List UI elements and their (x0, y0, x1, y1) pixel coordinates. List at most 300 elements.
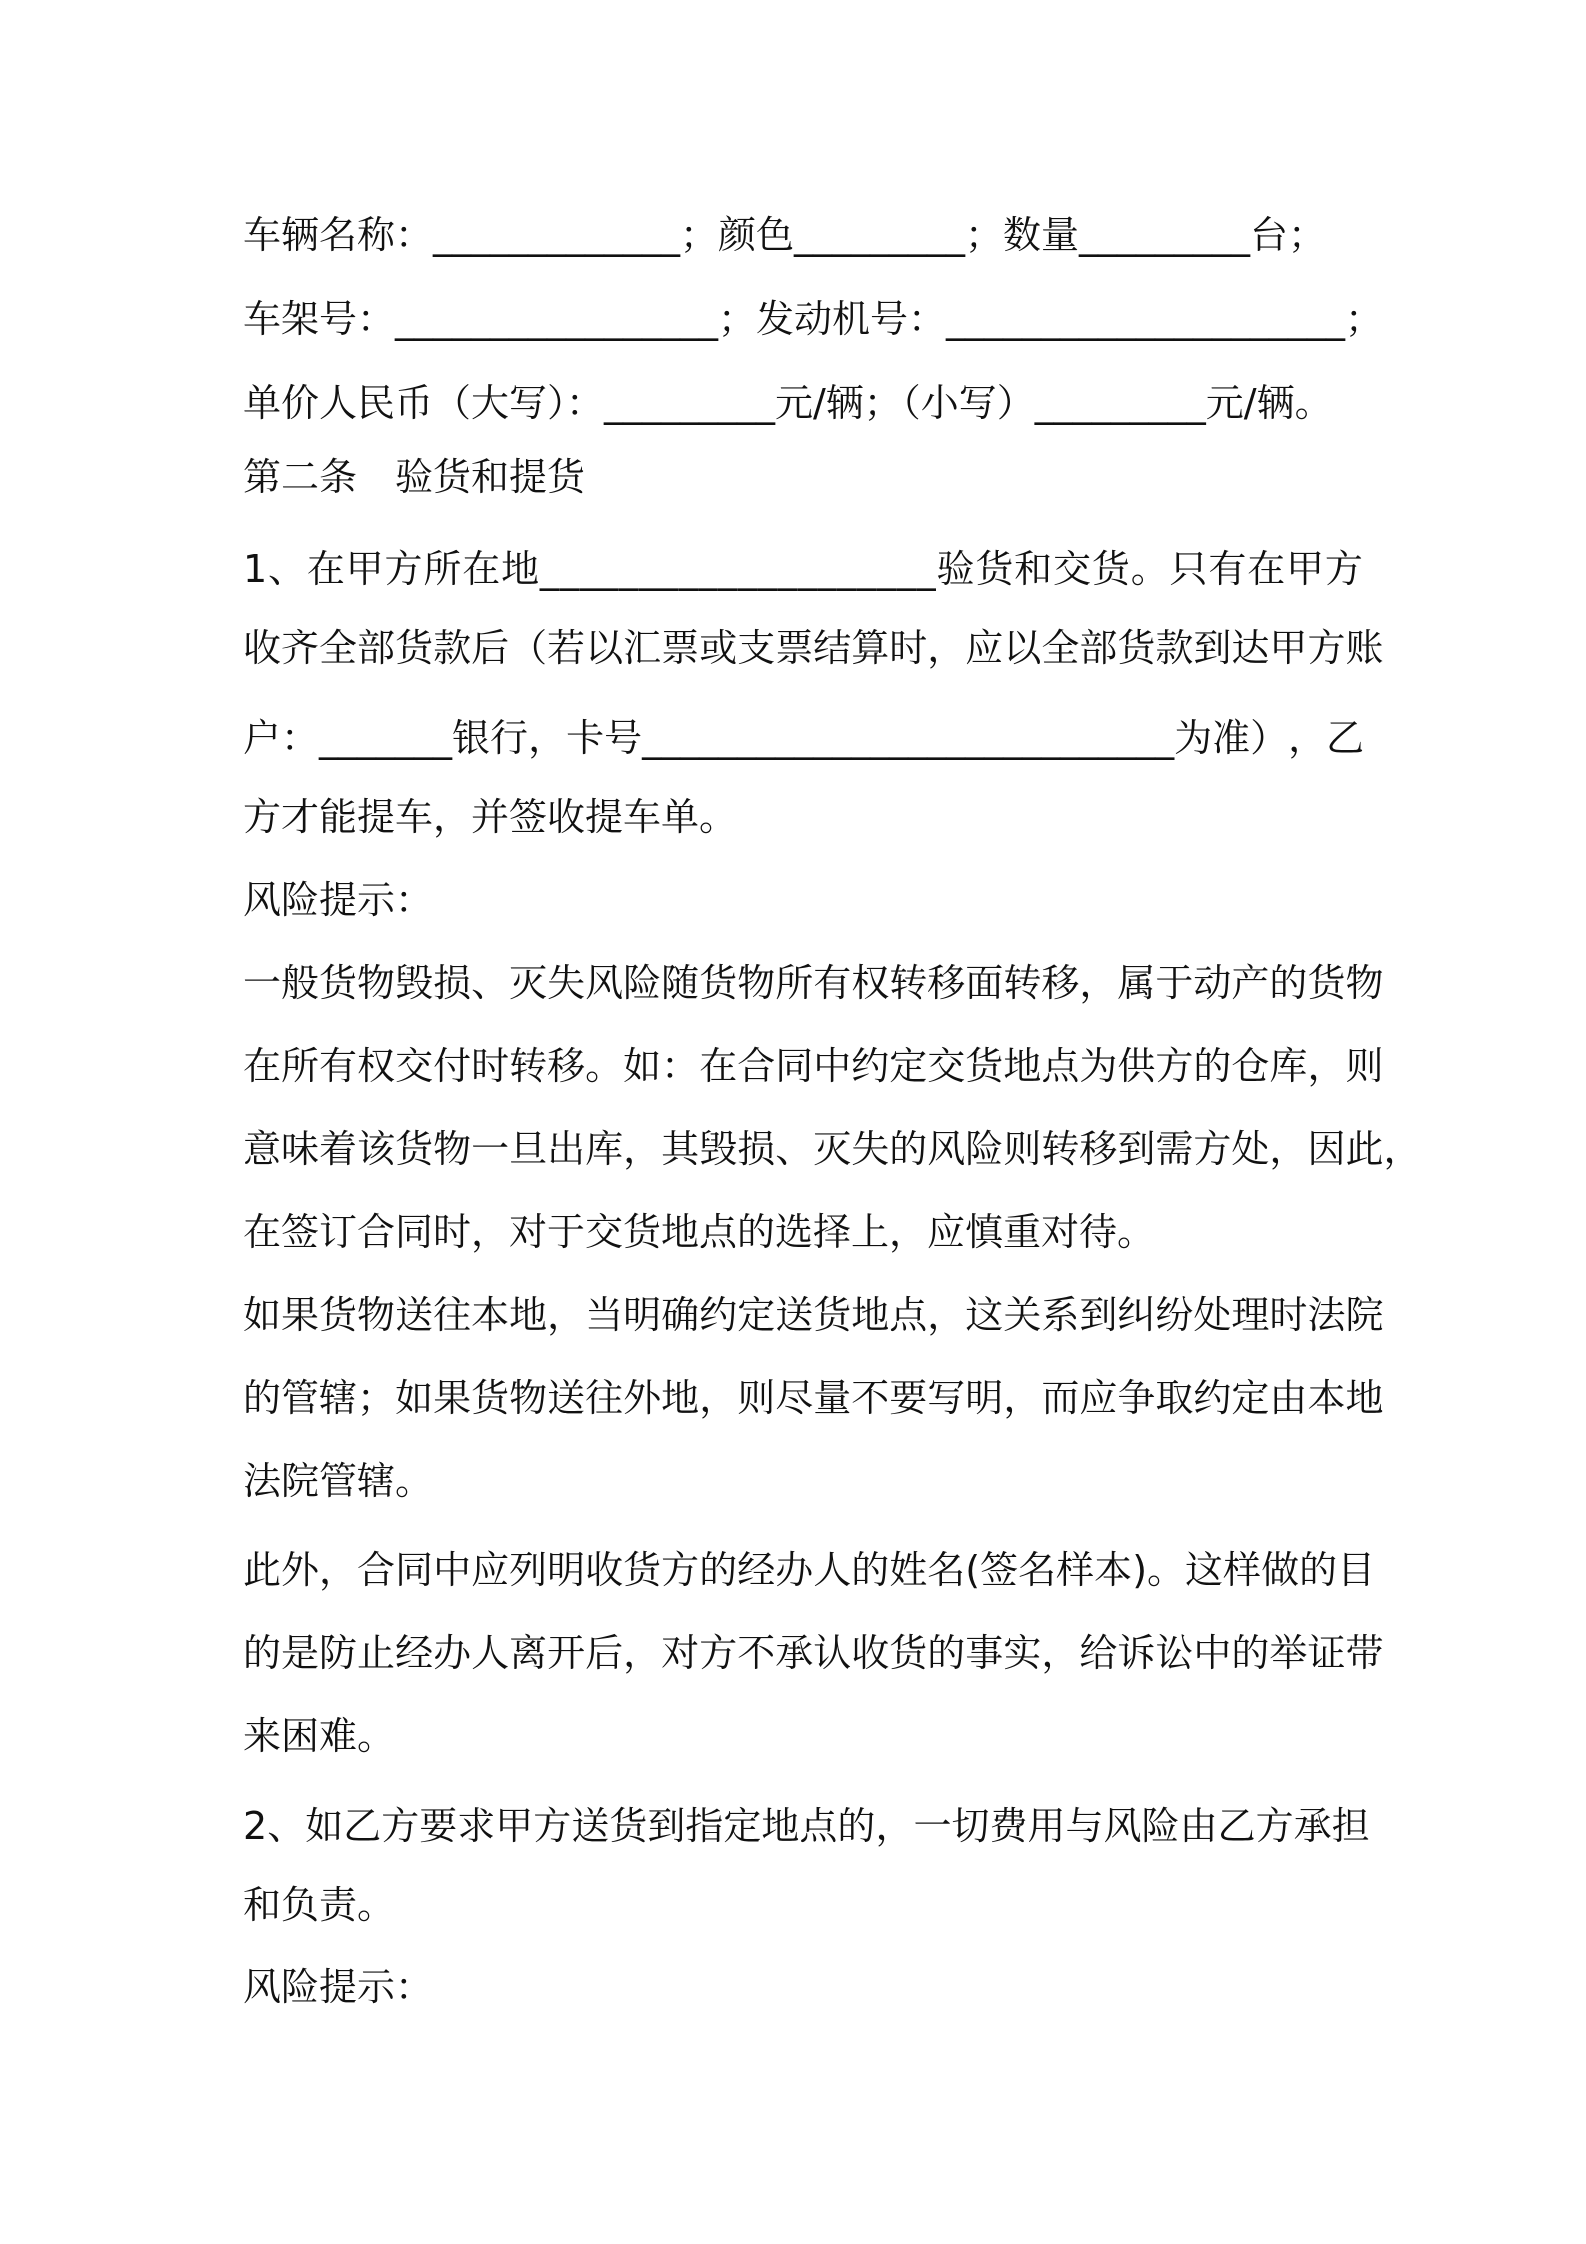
text-glyph: _ (758, 547, 778, 591)
text-glyph: 则 (737, 1376, 776, 1420)
text-glyph: 的 (1231, 1631, 1270, 1675)
text-glyph: 供 (1117, 1044, 1156, 1088)
text-glyph: 方 (1307, 626, 1346, 670)
text-glyph: 果 (281, 1293, 320, 1337)
text-glyph: 该 (357, 1127, 396, 1171)
text-glyph: 货 (1307, 961, 1346, 1005)
text-glyph: 交 (1053, 547, 1092, 591)
text-glyph: 本 (471, 1293, 510, 1337)
text-glyph: ， (1269, 1127, 1308, 1171)
text-glyph: _ (338, 716, 358, 760)
text-glyph: 若 (547, 626, 586, 670)
text-glyph: 诉 (1117, 1631, 1156, 1675)
text-glyph: 防 (319, 1631, 358, 1675)
text-glyph: 后 (471, 626, 510, 670)
text-glyph: _ (1136, 716, 1156, 760)
text-glyph: 收 (585, 1548, 624, 1592)
text-glyph: 甲 (1269, 626, 1308, 670)
text-glyph: 货 (319, 961, 358, 1005)
text-glyph: 应 (965, 626, 1004, 670)
text-glyph: 送 (571, 1804, 610, 1848)
text-glyph: 支 (737, 626, 776, 670)
text-glyph: 人 (813, 1548, 852, 1592)
text-glyph: 甲 (1286, 547, 1325, 591)
text-glyph: 后 (585, 1631, 624, 1675)
text-glyph: 到 (1117, 1127, 1156, 1171)
text-glyph: 库 (585, 1127, 624, 1171)
text-glyph: 物 (1345, 961, 1384, 1005)
text-glyph: 要 (889, 1376, 928, 1420)
text-glyph: _ (946, 716, 966, 760)
text-glyph: 不 (851, 1376, 890, 1420)
text-glyph: ， (1003, 1376, 1042, 1420)
text-glyph: 方 (1324, 547, 1363, 591)
text-glyph: 费 (989, 1804, 1028, 1848)
text-glyph: _ (1079, 716, 1099, 760)
text-glyph: _ (718, 716, 738, 760)
text-glyph: 则 (1345, 1044, 1384, 1088)
text-glyph: 一 (471, 1127, 510, 1171)
text-glyph: 部 (1079, 626, 1118, 670)
text-glyph: _ (851, 716, 871, 760)
text-glyph: 物 (357, 1293, 396, 1337)
text-glyph: 为 (1079, 1044, 1118, 1088)
text-glyph: _ (1098, 716, 1118, 760)
text-glyph: 点 (889, 1293, 928, 1337)
text-glyph: 方 (699, 1631, 738, 1675)
text-glyph: 付 (433, 1044, 472, 1088)
text-glyph: 地 (1003, 1044, 1042, 1088)
text-glyph: 方 (1255, 1804, 1294, 1848)
text-glyph: 方 (384, 547, 423, 591)
text-glyph: ， (1041, 1631, 1080, 1675)
paragraph-line (243, 959, 1384, 1007)
text-glyph: 所 (423, 547, 462, 591)
text-glyph: 物 (433, 1127, 472, 1171)
text-glyph: 方 (1193, 1127, 1232, 1171)
text-glyph: _ (1117, 716, 1137, 760)
text-glyph: _ (1155, 716, 1175, 760)
text-glyph: 行 (490, 716, 529, 760)
text-glyph: 损 (737, 1127, 776, 1171)
text-glyph: 经 (395, 1631, 434, 1675)
text-glyph: 地 (661, 1376, 700, 1420)
text-glyph: 物 (509, 1376, 548, 1420)
text-glyph: 因 (1307, 1127, 1346, 1171)
text-glyph: 担 (1331, 1804, 1370, 1848)
text-glyph: _ (775, 716, 795, 760)
text-glyph: ， (623, 1127, 662, 1171)
text-glyph: 般 (281, 961, 320, 1005)
risk-notice-heading: 风险提示： (243, 878, 434, 922)
text-glyph: 如 (395, 1376, 434, 1420)
text-glyph: 系 (1041, 1293, 1080, 1337)
text-glyph: 举 (1269, 1631, 1308, 1675)
text-glyph: 时 (471, 1044, 510, 1088)
text-glyph: 合 (357, 1548, 396, 1592)
text-glyph: 货 (889, 1631, 928, 1675)
text-glyph: 交 (927, 1044, 966, 1088)
text-glyph: 风 (1103, 1804, 1142, 1848)
text-glyph: ； (357, 1376, 396, 1420)
text-glyph: 收 (243, 626, 282, 670)
text-glyph: 只 (1169, 547, 1208, 591)
text-glyph: 移 (547, 1044, 586, 1088)
text-glyph: 这 (965, 1293, 1004, 1337)
text-glyph: 转 (1041, 1127, 1080, 1171)
text-glyph: _ (777, 547, 797, 591)
text-glyph: 中 (813, 1044, 852, 1088)
text-glyph: 动 (1193, 961, 1232, 1005)
text-glyph: _ (678, 547, 698, 591)
text-glyph: 有 (813, 961, 852, 1005)
unit-price-line: 单价人民币（大写）：_________元/辆；（小写）_________元/辆。 (243, 381, 1333, 425)
text-glyph: 办 (775, 1548, 814, 1592)
text-glyph: ， (1288, 716, 1327, 760)
text-glyph: _ (579, 547, 599, 591)
text-glyph: _ (718, 547, 738, 591)
text-glyph: 甲 (345, 547, 384, 591)
text-glyph: 这 (1185, 1548, 1224, 1592)
text-glyph: 在 (1247, 547, 1286, 591)
text-glyph: 的 (1299, 1548, 1338, 1592)
text-glyph: 移 (927, 961, 966, 1005)
text-glyph: 处 (1193, 1293, 1232, 1337)
text-glyph: 明 (547, 1548, 586, 1592)
text-glyph: _ (916, 547, 936, 591)
text-glyph: 账 (1345, 626, 1384, 670)
paragraph-line (243, 545, 1363, 593)
text-glyph: 为 (1174, 716, 1213, 760)
text-glyph: 的 (1193, 1044, 1232, 1088)
paragraph-line (243, 1291, 1384, 1339)
text-glyph: 同 (395, 1548, 434, 1592)
text-glyph: 乙 (1326, 716, 1365, 760)
text-glyph: 送 (775, 1293, 814, 1337)
text-glyph: 着 (319, 1127, 358, 1171)
text-glyph: 权 (851, 961, 890, 1005)
text-glyph: _ (896, 547, 916, 591)
text-glyph: _ (1041, 716, 1061, 760)
text-glyph: 理 (1231, 1293, 1270, 1337)
text-glyph: 明 (623, 1293, 662, 1337)
text-glyph: 合 (737, 1044, 776, 1088)
paragraph-line: 和负责。 (243, 1883, 396, 1927)
text-glyph: _ (984, 716, 1004, 760)
vehicle-name-line: 车辆名称：_____________；颜色_________；数量_________台； (243, 213, 1327, 257)
text-glyph: 交 (395, 1044, 434, 1088)
text-glyph: 所 (281, 1044, 320, 1088)
text-glyph: _ (539, 547, 559, 591)
text-glyph: 验 (936, 547, 975, 591)
text-glyph: _ (639, 547, 659, 591)
text-glyph: 量 (813, 1376, 852, 1420)
text-glyph: 给 (1079, 1631, 1118, 1675)
text-glyph: _ (870, 716, 890, 760)
text-glyph: ， (1383, 1127, 1422, 1171)
text-glyph: _ (619, 547, 639, 591)
text-glyph: 样 (1223, 1548, 1262, 1592)
text-glyph: 在 (462, 547, 501, 591)
paragraph-line: 方才能提车，并签收提车单。 (243, 795, 738, 839)
text-glyph: 票 (661, 626, 700, 670)
text-glyph: 在 (243, 1044, 282, 1088)
paragraph-line (243, 1546, 1376, 1594)
text-glyph: 到 (1193, 626, 1232, 670)
paragraph-line (243, 1042, 1384, 1090)
text-glyph: _ (908, 716, 928, 760)
text-glyph: 处 (1231, 1127, 1270, 1171)
text-glyph: 对 (661, 1631, 700, 1675)
text-glyph: _ (737, 716, 757, 760)
text-glyph: 此 (1345, 1127, 1384, 1171)
text-glyph: 一 (243, 961, 282, 1005)
text-glyph: 物 (737, 961, 776, 1005)
text-glyph: 风 (585, 961, 624, 1005)
text-glyph: 讼 (1155, 1631, 1194, 1675)
text-glyph: 有 (1208, 547, 1247, 591)
text-glyph: 、 (775, 1127, 814, 1171)
text-glyph: 旦 (509, 1127, 548, 1171)
text-glyph: 人 (471, 1631, 510, 1675)
text-glyph: _ (1003, 716, 1023, 760)
text-glyph: 货 (975, 547, 1014, 591)
text-glyph: 定 (737, 1293, 776, 1337)
text-glyph: 货 (1117, 626, 1156, 670)
text-glyph: 定 (1231, 1376, 1270, 1420)
text-glyph: 约 (1193, 1376, 1232, 1420)
text-glyph: 送 (395, 1293, 434, 1337)
text-glyph: 属 (1117, 961, 1156, 1005)
frame-engine-number-line: 车架号：_________________；发动机号：_____________________； (243, 297, 1384, 341)
text-glyph: 户 (243, 716, 282, 760)
text-glyph: _ (680, 716, 700, 760)
text-glyph: _ (797, 547, 817, 591)
text-glyph: 的 (927, 1631, 966, 1675)
text-glyph: 由 (1179, 1804, 1218, 1848)
text-glyph: 、 (471, 961, 510, 1005)
text-glyph: _ (658, 547, 678, 591)
text-glyph: 同 (775, 1044, 814, 1088)
text-glyph: 的 (1269, 961, 1308, 1005)
text-glyph: 以 (1003, 626, 1042, 670)
text-glyph: 约 (851, 1044, 890, 1088)
text-glyph: 目 (1337, 1548, 1376, 1592)
text-glyph: 。 (1147, 1548, 1186, 1592)
text-glyph: _ (1022, 716, 1042, 760)
text-glyph: 方 (1155, 1044, 1194, 1088)
text-glyph: 院 (1345, 1293, 1384, 1337)
text-glyph: 算 (851, 626, 890, 670)
text-glyph: 货 (699, 961, 738, 1005)
text-glyph: _ (965, 716, 985, 760)
text-glyph: 而 (1041, 1376, 1080, 1420)
text-glyph: 银 (452, 716, 491, 760)
text-glyph: ， (547, 1293, 586, 1337)
text-glyph: 要 (419, 1804, 458, 1848)
text-glyph: 毁 (395, 961, 434, 1005)
text-glyph: 外 (281, 1548, 320, 1592)
text-glyph: 的 (699, 1548, 738, 1592)
text-glyph: 险 (965, 1127, 1004, 1171)
text-glyph: 货 (471, 1376, 510, 1420)
text-glyph: _ (857, 547, 877, 591)
text-glyph: 做 (1261, 1548, 1300, 1592)
text-glyph: 汇 (623, 626, 662, 670)
text-glyph: 与 (1065, 1804, 1104, 1848)
text-glyph: 所 (775, 961, 814, 1005)
text-glyph: ， (927, 1293, 966, 1337)
text-glyph: 货 (813, 1293, 852, 1337)
text-glyph: 不 (737, 1631, 776, 1675)
text-glyph: 在 (306, 547, 345, 591)
text-glyph: 争 (1117, 1376, 1156, 1420)
text-glyph: _ (376, 716, 396, 760)
text-glyph: 由 (1269, 1376, 1308, 1420)
text-glyph: 开 (547, 1631, 586, 1675)
article-heading: 第二条 验货和提货 (243, 455, 586, 499)
text-glyph: 往 (585, 1376, 624, 1420)
text-glyph: 名 (927, 1548, 966, 1592)
text-glyph: 灭 (509, 961, 548, 1005)
text-glyph: _ (756, 716, 776, 760)
text-glyph: 的 (889, 1127, 928, 1171)
text-glyph: 送 (547, 1376, 586, 1420)
text-glyph: _ (414, 716, 434, 760)
paragraph-line (243, 1629, 1384, 1677)
text-glyph: 货 (395, 1127, 434, 1171)
text-glyph: 实 (1003, 1631, 1042, 1675)
text-glyph: 甲 (495, 1804, 534, 1848)
text-glyph: _ (433, 716, 453, 760)
text-glyph: 、 (268, 547, 307, 591)
text-glyph: ， (623, 1631, 662, 1675)
risk-notice-heading: 风险提示： (243, 1965, 434, 2009)
text-glyph: 全 (319, 626, 358, 670)
text-glyph: 指 (685, 1804, 724, 1848)
text-glyph: 移 (1079, 1127, 1118, 1171)
text-glyph: 随 (661, 961, 700, 1005)
text-glyph: 地 (501, 547, 540, 591)
text-glyph: 定 (889, 1044, 928, 1088)
text-glyph: 外 (623, 1376, 662, 1420)
text-glyph: ， (1307, 1044, 1346, 1088)
text-glyph: ） (1250, 716, 1289, 760)
text-glyph: 以 (585, 626, 624, 670)
text-glyph: 或 (699, 626, 738, 670)
text-glyph: 关 (1003, 1293, 1042, 1337)
text-glyph: 转 (509, 1044, 548, 1088)
text-glyph: 切 (951, 1804, 990, 1848)
text-glyph: 应 (1079, 1376, 1118, 1420)
text-glyph: _ (813, 716, 833, 760)
text-glyph: （ (509, 626, 548, 670)
text-glyph: 地 (1345, 1376, 1384, 1420)
text-glyph: 列 (509, 1548, 548, 1592)
text-glyph: 号 (604, 716, 643, 760)
text-glyph: 本 (1307, 1376, 1346, 1420)
text-glyph: 本 (1094, 1548, 1133, 1592)
text-glyph: 的 (243, 1631, 282, 1675)
text-glyph: 应 (471, 1548, 510, 1592)
text-glyph: 名 (1018, 1548, 1057, 1592)
text-glyph: 方 (533, 1804, 572, 1848)
text-glyph: _ (559, 547, 579, 591)
text-glyph: 一 (913, 1804, 952, 1848)
text-glyph: 齐 (281, 626, 320, 670)
text-glyph: 乙 (343, 1804, 382, 1848)
text-glyph: 灭 (813, 1127, 852, 1171)
text-glyph: 味 (281, 1127, 320, 1171)
text-glyph: 、 (267, 1804, 306, 1848)
text-glyph: ： (661, 1044, 700, 1088)
text-glyph: 方 (661, 1548, 700, 1592)
text-glyph: 是 (281, 1631, 320, 1675)
text-glyph: 。 (585, 1044, 624, 1088)
text-glyph: 纷 (1155, 1293, 1194, 1337)
text-glyph: 需 (1155, 1127, 1194, 1171)
text-glyph: 和 (1014, 547, 1053, 591)
paragraph-line (243, 624, 1384, 672)
text-glyph: 地 (851, 1293, 890, 1337)
text-glyph: 承 (775, 1631, 814, 1675)
text-glyph: 结 (813, 626, 852, 670)
text-glyph: 收 (851, 1631, 890, 1675)
text-glyph: 失 (851, 1127, 890, 1171)
text-glyph: 写 (927, 1376, 966, 1420)
text-glyph: 毁 (699, 1127, 738, 1171)
text-glyph: 意 (243, 1127, 282, 1171)
text-glyph: 当 (585, 1293, 624, 1337)
text-glyph: 的 (243, 1376, 282, 1420)
text-glyph: 物 (357, 961, 396, 1005)
text-glyph: 货 (319, 1293, 358, 1337)
text-glyph: 定 (723, 1804, 762, 1848)
text-glyph: 转 (1003, 961, 1042, 1005)
text-glyph: ， (927, 626, 966, 670)
text-glyph: _ (837, 547, 857, 591)
text-glyph: 货 (623, 1548, 662, 1592)
text-glyph: ) (1132, 1548, 1148, 1592)
text-glyph: 地 (761, 1804, 800, 1848)
text-glyph: 点 (799, 1804, 838, 1848)
text-glyph: ( (965, 1548, 981, 1592)
paragraph-line: 在签订合同时，对于交货地点的选择上，应慎重对待。 (243, 1210, 1156, 1254)
text-glyph: ， (699, 1376, 738, 1420)
text-glyph: 出 (547, 1127, 586, 1171)
text-glyph: ， (1079, 961, 1118, 1005)
text-glyph: _ (395, 716, 415, 760)
text-glyph: 中 (433, 1548, 472, 1592)
text-glyph: 往 (433, 1293, 472, 1337)
text-glyph: 产 (1231, 961, 1270, 1005)
text-glyph: _ (319, 716, 339, 760)
text-glyph: 的 (851, 1548, 890, 1592)
text-glyph: 尽 (775, 1376, 814, 1420)
text-glyph: 移 (1041, 961, 1080, 1005)
text-glyph: 在 (699, 1044, 738, 1088)
text-glyph: _ (889, 716, 909, 760)
text-glyph: 承 (1293, 1804, 1332, 1848)
text-glyph: 。 (1130, 547, 1169, 591)
text-glyph: 险 (623, 961, 662, 1005)
text-glyph: 其 (661, 1127, 700, 1171)
text-glyph: _ (1060, 716, 1080, 760)
text-glyph: 的 (837, 1804, 876, 1848)
text-glyph: 求 (457, 1804, 496, 1848)
text-glyph: 姓 (889, 1548, 928, 1592)
text-glyph: 货 (395, 626, 434, 670)
